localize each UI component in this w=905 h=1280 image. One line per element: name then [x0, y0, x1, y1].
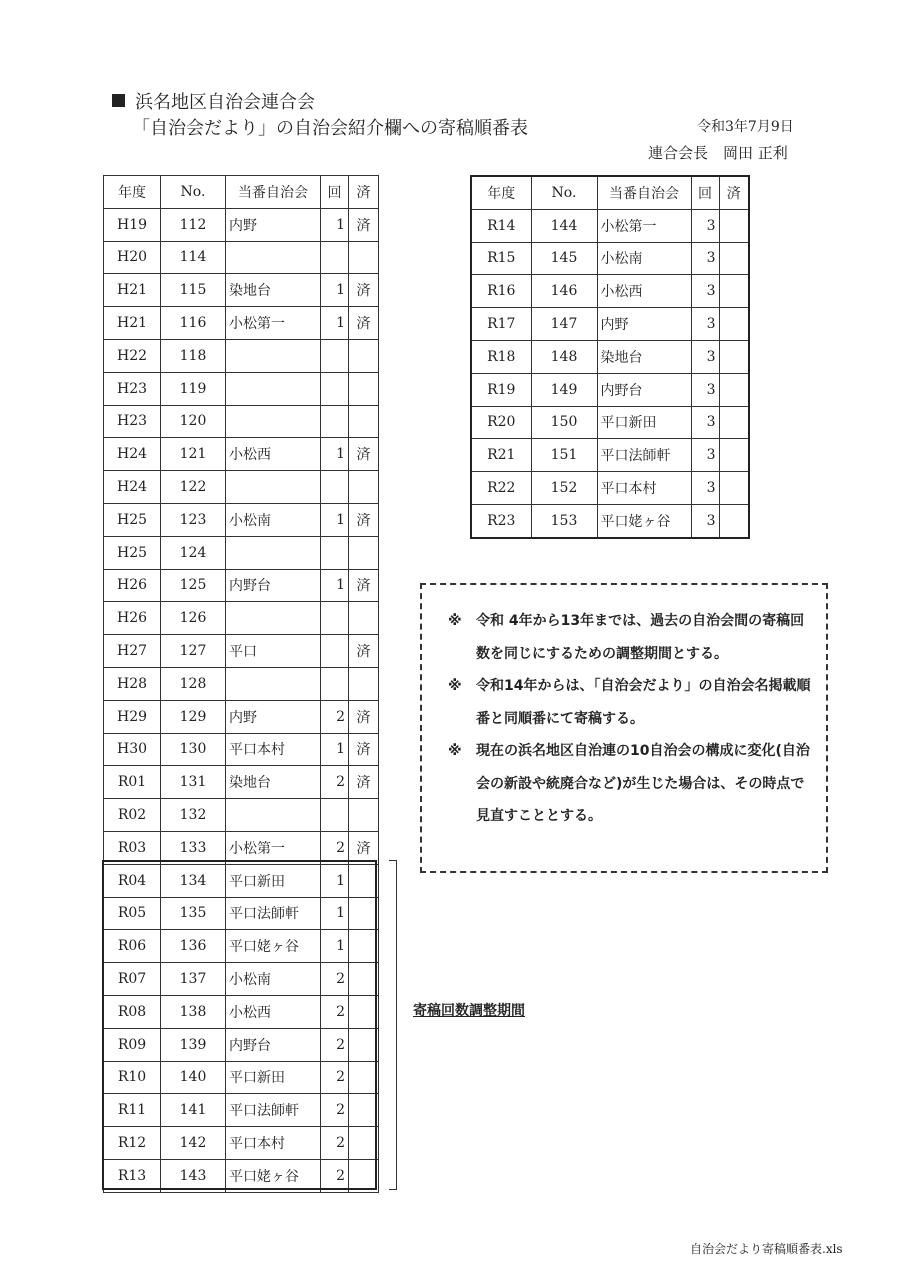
number-cell: 132 [161, 799, 226, 832]
association-cell: 染地台 [597, 340, 691, 373]
round-cell: 2 [321, 1127, 349, 1160]
done-cell [349, 930, 379, 963]
column-header: No. [161, 176, 226, 209]
table-row [471, 275, 749, 308]
done-cell [349, 372, 379, 405]
note-item [448, 605, 812, 670]
table-row [104, 471, 379, 504]
table-row [104, 1159, 379, 1192]
round-cell [321, 372, 349, 405]
round-cell: 3 [691, 308, 719, 341]
round-cell: 3 [691, 373, 719, 406]
number-cell: 129 [161, 700, 226, 733]
done-cell [349, 963, 379, 996]
round-cell: 1 [321, 930, 349, 963]
year-cell: R08 [104, 995, 161, 1028]
association-cell: 内野台 [226, 569, 321, 602]
round-cell: 1 [321, 503, 349, 536]
year-cell: R17 [471, 308, 531, 341]
association-cell: 内野 [597, 308, 691, 341]
number-cell: 121 [161, 438, 226, 471]
number-cell: 147 [531, 308, 597, 341]
adjustment-period-label: 寄稿回数調整期間 [413, 1003, 525, 1019]
note-item [448, 735, 812, 833]
association-cell: 平口姥ヶ谷 [226, 1159, 321, 1192]
done-cell: 済 [349, 569, 379, 602]
number-cell: 137 [161, 963, 226, 996]
year-cell: H25 [104, 503, 161, 536]
year-cell: R05 [104, 897, 161, 930]
done-cell [719, 275, 749, 308]
table-row [471, 209, 749, 242]
table-row [104, 569, 379, 602]
round-cell: 2 [321, 1028, 349, 1061]
number-cell: 150 [531, 406, 597, 439]
table-row [471, 242, 749, 275]
round-cell: 3 [691, 439, 719, 472]
year-cell: R21 [471, 439, 531, 472]
number-cell: 124 [161, 536, 226, 569]
association-cell: 平口法師軒 [226, 897, 321, 930]
association-cell: 平口新田 [226, 864, 321, 897]
column-header: 年度 [471, 176, 531, 209]
column-header: 回 [691, 176, 719, 209]
association-cell: 小松西 [226, 438, 321, 471]
year-cell: R15 [471, 242, 531, 275]
round-cell [321, 405, 349, 438]
notes-box [420, 583, 828, 873]
done-cell: 済 [349, 503, 379, 536]
file-name-footer: 自治会だより寄稿順番表.xls [690, 1242, 843, 1256]
year-cell: R14 [471, 209, 531, 242]
table-row [104, 831, 379, 864]
year-cell: H24 [104, 438, 161, 471]
table-row [104, 799, 379, 832]
round-cell [321, 536, 349, 569]
year-cell: H24 [104, 471, 161, 504]
round-cell: 1 [321, 307, 349, 340]
table-row [471, 373, 749, 406]
year-cell: R23 [471, 504, 531, 537]
done-cell [349, 667, 379, 700]
square-bullet-icon [112, 94, 125, 107]
year-cell: H30 [104, 733, 161, 766]
round-cell: 1 [321, 274, 349, 307]
column-header: 当番自治会 [597, 176, 691, 209]
number-cell: 134 [161, 864, 226, 897]
done-cell [349, 1061, 379, 1094]
association-cell: 内野台 [226, 1028, 321, 1061]
association-cell: 小松南 [226, 503, 321, 536]
association-cell: 染地台 [226, 274, 321, 307]
year-cell: H21 [104, 307, 161, 340]
done-cell [719, 504, 749, 537]
round-cell: 2 [321, 1159, 349, 1192]
column-header: No. [531, 176, 597, 209]
round-cell: 3 [691, 472, 719, 505]
number-cell: 149 [531, 373, 597, 406]
year-cell: H23 [104, 372, 161, 405]
done-cell [349, 995, 379, 1028]
number-cell: 138 [161, 995, 226, 1028]
round-cell: 1 [321, 864, 349, 897]
done-cell [349, 799, 379, 832]
table-row [104, 864, 379, 897]
association-cell: 平口本村 [226, 733, 321, 766]
year-cell: H26 [104, 569, 161, 602]
done-cell [349, 1159, 379, 1192]
number-cell: 123 [161, 503, 226, 536]
year-cell: R10 [104, 1061, 161, 1094]
table-row [104, 339, 379, 372]
document-title: 「自治会だより」の自治会紹介欄への寄稿順番表 [132, 118, 528, 139]
organization-heading [112, 88, 315, 114]
association-cell: 内野 [226, 208, 321, 241]
round-cell [321, 799, 349, 832]
number-cell: 120 [161, 405, 226, 438]
table-row [104, 307, 379, 340]
association-cell: 小松第一 [226, 307, 321, 340]
number-cell: 131 [161, 766, 226, 799]
round-cell: 2 [321, 963, 349, 996]
table-row [471, 308, 749, 341]
association-cell: 小松第一 [597, 209, 691, 242]
round-cell: 3 [691, 406, 719, 439]
round-cell [321, 635, 349, 668]
number-cell: 152 [531, 472, 597, 505]
table-row [104, 536, 379, 569]
done-cell [719, 308, 749, 341]
table-row [104, 700, 379, 733]
number-cell: 127 [161, 635, 226, 668]
year-cell: R11 [104, 1094, 161, 1127]
number-cell: 153 [531, 504, 597, 537]
association-cell [226, 405, 321, 438]
table-row [471, 406, 749, 439]
table-row [104, 1061, 379, 1094]
table-row [104, 766, 379, 799]
note-text: 令和 4年から13年までは、過去の自治会間の寄稿回数を同じにするための調整期間とする。 [476, 613, 805, 662]
table-row [104, 274, 379, 307]
association-cell [226, 602, 321, 635]
note-mark: ※ [448, 678, 462, 694]
association-cell: 内野 [226, 700, 321, 733]
number-cell: 151 [531, 439, 597, 472]
year-cell: H20 [104, 241, 161, 274]
table-row [471, 340, 749, 373]
association-cell: 平口法師軒 [226, 1094, 321, 1127]
done-cell [349, 602, 379, 635]
number-cell: 141 [161, 1094, 226, 1127]
done-cell: 済 [349, 831, 379, 864]
column-header: 回 [321, 176, 349, 209]
association-cell: 平口新田 [226, 1061, 321, 1094]
note-mark: ※ [448, 743, 462, 759]
round-cell: 3 [691, 504, 719, 537]
year-cell: R02 [104, 799, 161, 832]
done-cell [719, 439, 749, 472]
done-cell: 済 [349, 733, 379, 766]
year-cell: H23 [104, 405, 161, 438]
done-cell [349, 1028, 379, 1061]
year-cell: R03 [104, 831, 161, 864]
done-cell: 済 [349, 635, 379, 668]
table-row [104, 995, 379, 1028]
table-row [104, 602, 379, 635]
round-cell: 1 [321, 733, 349, 766]
column-header: 済 [719, 176, 749, 209]
done-cell [719, 472, 749, 505]
round-cell: 3 [691, 209, 719, 242]
number-cell: 126 [161, 602, 226, 635]
association-cell [226, 667, 321, 700]
note-item [448, 670, 812, 735]
association-cell: 平口本村 [226, 1127, 321, 1160]
done-cell: 済 [349, 438, 379, 471]
number-cell: 145 [531, 242, 597, 275]
association-cell: 内野台 [597, 373, 691, 406]
document-date: 令和3年7月9日 [697, 119, 794, 135]
number-cell: 140 [161, 1061, 226, 1094]
round-cell: 3 [691, 242, 719, 275]
number-cell: 115 [161, 274, 226, 307]
round-cell: 1 [321, 208, 349, 241]
done-cell: 済 [349, 307, 379, 340]
round-cell: 1 [321, 438, 349, 471]
round-cell: 2 [321, 1061, 349, 1094]
year-cell: R20 [471, 406, 531, 439]
association-cell: 平口新田 [597, 406, 691, 439]
number-cell: 112 [161, 208, 226, 241]
year-cell: R16 [471, 275, 531, 308]
year-cell: R22 [471, 472, 531, 505]
number-cell: 114 [161, 241, 226, 274]
round-cell: 2 [321, 995, 349, 1028]
done-cell [719, 340, 749, 373]
table-row [104, 503, 379, 536]
done-cell [349, 405, 379, 438]
association-cell: 小松南 [597, 242, 691, 275]
round-cell [321, 667, 349, 700]
table-row [104, 897, 379, 930]
number-cell: 133 [161, 831, 226, 864]
year-cell: R13 [104, 1159, 161, 1192]
number-cell: 144 [531, 209, 597, 242]
association-cell: 平口 [226, 635, 321, 668]
association-cell: 平口本村 [597, 472, 691, 505]
number-cell: 139 [161, 1028, 226, 1061]
number-cell: 130 [161, 733, 226, 766]
done-cell [349, 536, 379, 569]
table-row [104, 438, 379, 471]
round-cell: 1 [321, 569, 349, 602]
association-cell: 小松第一 [226, 831, 321, 864]
round-cell [321, 339, 349, 372]
table-row [104, 930, 379, 963]
table-row [104, 241, 379, 274]
round-cell: 3 [691, 275, 719, 308]
table-row [471, 504, 749, 537]
table-row [104, 405, 379, 438]
table-row [104, 208, 379, 241]
header-row [471, 176, 749, 209]
column-header: 当番自治会 [226, 176, 321, 209]
table-row [104, 733, 379, 766]
number-cell: 119 [161, 372, 226, 405]
header-row [104, 176, 379, 209]
note-mark: ※ [448, 613, 462, 629]
year-cell: R19 [471, 373, 531, 406]
note-text: 令和14年からは、「自治会だより」の自治会名掲載順番と同順番にて寄稿する。 [476, 678, 811, 727]
year-cell: H29 [104, 700, 161, 733]
number-cell: 118 [161, 339, 226, 372]
number-cell: 116 [161, 307, 226, 340]
round-cell: 2 [321, 766, 349, 799]
number-cell: 143 [161, 1159, 226, 1192]
done-cell [719, 406, 749, 439]
association-cell [226, 799, 321, 832]
year-cell: H28 [104, 667, 161, 700]
year-cell: R18 [471, 340, 531, 373]
association-cell: 染地台 [226, 766, 321, 799]
done-cell: 済 [349, 208, 379, 241]
year-cell: R12 [104, 1127, 161, 1160]
table-row [104, 635, 379, 668]
association-cell [226, 339, 321, 372]
number-cell: 142 [161, 1127, 226, 1160]
round-cell: 1 [321, 897, 349, 930]
number-cell: 146 [531, 275, 597, 308]
column-header: 年度 [104, 176, 161, 209]
year-cell: R07 [104, 963, 161, 996]
year-cell: H27 [104, 635, 161, 668]
organization-name: 浜名地区自治会連合会 [135, 92, 315, 113]
number-cell: 128 [161, 667, 226, 700]
year-cell: H26 [104, 602, 161, 635]
year-cell: R01 [104, 766, 161, 799]
association-cell [226, 241, 321, 274]
association-cell: 平口法師軒 [597, 439, 691, 472]
table-row [471, 472, 749, 505]
year-cell: H22 [104, 339, 161, 372]
table-row [104, 1028, 379, 1061]
association-cell [226, 471, 321, 504]
year-cell: H21 [104, 274, 161, 307]
table-row [471, 439, 749, 472]
table-row [104, 1127, 379, 1160]
association-cell [226, 372, 321, 405]
done-cell: 済 [349, 766, 379, 799]
done-cell [349, 897, 379, 930]
association-cell: 平口姥ヶ谷 [597, 504, 691, 537]
round-cell: 2 [321, 1094, 349, 1127]
done-cell: 済 [349, 700, 379, 733]
year-cell: H25 [104, 536, 161, 569]
association-cell: 小松西 [597, 275, 691, 308]
note-text: 現在の浜名地区自治連の10自治会の構成に変化(自治会の新設や統廃合など)が生じた場合は、その時点で見直すこととする。 [476, 743, 810, 824]
number-cell: 136 [161, 930, 226, 963]
number-cell: 122 [161, 471, 226, 504]
number-cell: 148 [531, 340, 597, 373]
schedule-table-right [470, 175, 750, 539]
round-cell: 2 [321, 700, 349, 733]
done-cell [349, 241, 379, 274]
round-cell: 2 [321, 831, 349, 864]
round-cell: 3 [691, 340, 719, 373]
table-row [104, 372, 379, 405]
table-row [104, 667, 379, 700]
association-cell: 小松西 [226, 995, 321, 1028]
round-cell [321, 471, 349, 504]
association-cell: 小松南 [226, 963, 321, 996]
year-cell: R09 [104, 1028, 161, 1061]
number-cell: 125 [161, 569, 226, 602]
done-cell [349, 471, 379, 504]
table-row [104, 1094, 379, 1127]
done-cell [349, 1094, 379, 1127]
column-header: 済 [349, 176, 379, 209]
round-cell [321, 602, 349, 635]
done-cell [349, 1127, 379, 1160]
done-cell [719, 373, 749, 406]
done-cell [349, 864, 379, 897]
done-cell [349, 339, 379, 372]
year-cell: R04 [104, 864, 161, 897]
done-cell [719, 242, 749, 275]
schedule-table-left [103, 175, 379, 1193]
table-row [104, 963, 379, 996]
done-cell [719, 209, 749, 242]
author: 連合会長 岡田 正利 [648, 144, 788, 162]
association-cell [226, 536, 321, 569]
round-cell [321, 241, 349, 274]
association-cell: 平口姥ヶ谷 [226, 930, 321, 963]
done-cell: 済 [349, 274, 379, 307]
year-cell: H19 [104, 208, 161, 241]
year-cell: R06 [104, 930, 161, 963]
number-cell: 135 [161, 897, 226, 930]
adjustment-bracket [389, 860, 397, 1190]
